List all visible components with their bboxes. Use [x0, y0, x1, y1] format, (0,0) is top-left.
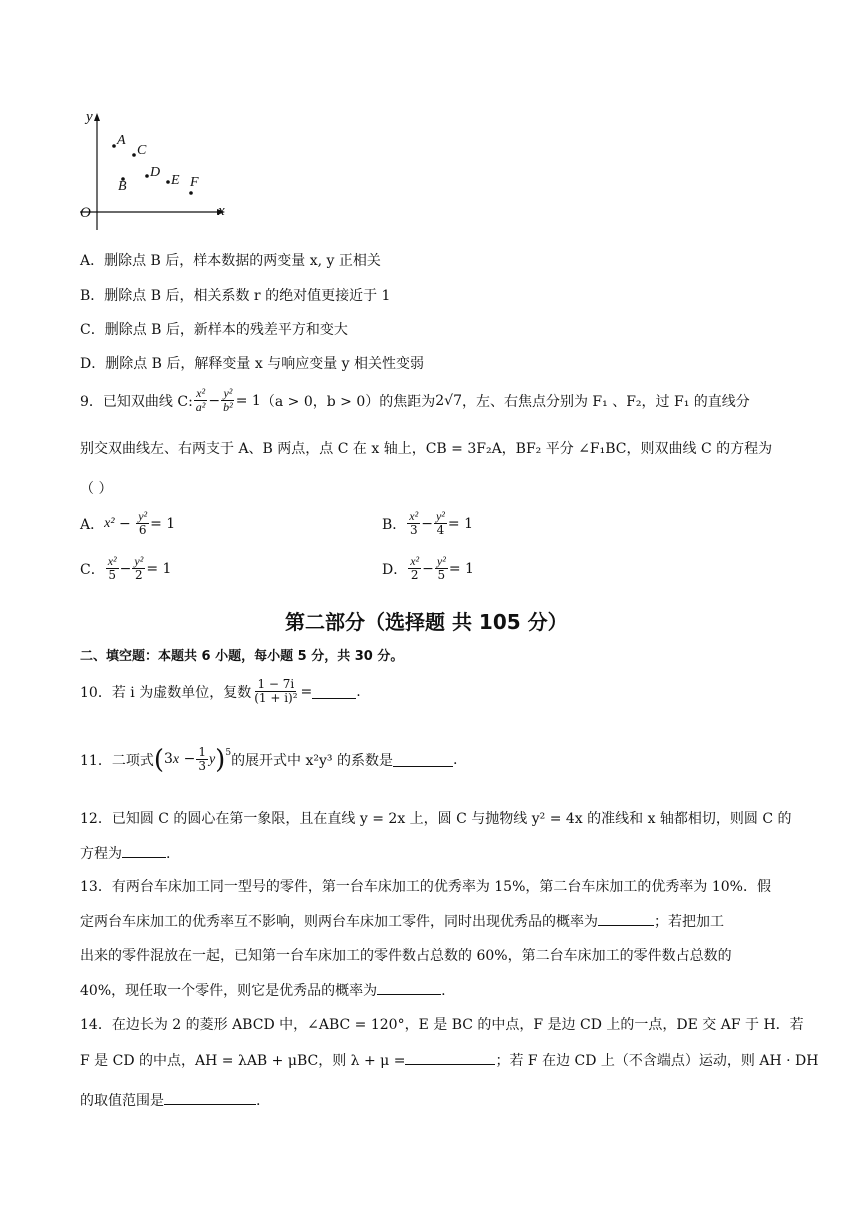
- q14-line2: F 是 CD 的中点，AH = λAB + μBC，则 λ + μ = ；若 F 在边 CD 上（不含端点）运动，则 AH · DH: [80, 1050, 818, 1070]
- q9-option-d: D． $\frac{\text{x²}}{2}$ − $\frac{\text{y²}}{5}$ = 1: [382, 554, 474, 582]
- q9-foci: ，左、右焦点分别为 F₁ 、F₂，过 F₁ 的直线分: [461, 393, 750, 410]
- q12-line2: 方程为 .: [80, 843, 170, 863]
- q9-line1: 9．已知双曲线 C: $\frac{\text{x²}}{\text{a²}}$ − $\frac{\text{y²}}{\text{b²}}$ = 1 （a > 0，b > 0）的焦距为 2√7 ，左、右焦点分别为 F₁ 、F₂，过 F₁ 的直线分: [80, 386, 750, 414]
- q13-blank-1[interactable]: [598, 911, 654, 926]
- section-subtitle: 二、填空题：本题共 6 小题，每小题 5 分，共 30 分。: [80, 649, 404, 664]
- q8-option-c: C．删除点 B 后，新样本的残差平方和变大: [80, 322, 348, 338]
- point-c: [132, 153, 136, 157]
- q8-option-b: B．删除点 B 后，相关系数 r 的绝对值更接近于 1: [80, 288, 391, 304]
- q13-line2: 定两台车床加工的优秀率互不影响，则两台车床加工零件，同时出现优秀品的概率为 ；若把加工: [80, 911, 724, 931]
- q13-line4: 40%，现任取一个零件，则它是优秀品的概率为 .: [80, 980, 446, 1000]
- y-axis-label: y: [86, 109, 93, 125]
- q9-line2: 别交双曲线左、右两支于 A、B 两点，点 C 在 x 轴上，CB = 3F₂A，BF₂ 平分 ∠F₁BC，则双曲线 C 的方程为: [80, 441, 773, 457]
- point-c-label: C: [137, 143, 147, 158]
- point-b-label: B: [118, 179, 127, 194]
- q9-condition: （a > 0，b > 0）的焦距为: [260, 393, 436, 410]
- origin-label: O: [80, 205, 91, 221]
- q9-frac-y: $\frac{\text{y²}}{\text{b²}}$: [223, 386, 233, 414]
- point-a: [112, 144, 116, 148]
- q8-option-d: D．删除点 B 后，解释变量 x 与响应变量 y 相关性变弱: [80, 356, 425, 372]
- q14-line1: 14．在边长为 2 的菱形 ABCD 中，∠ABC = 120°，E 是 BC 的中点，F 是边 CD 上的一点，DE 交 AF 于 H．若: [80, 1017, 804, 1033]
- section-title: 第二部分（选择题 共 105 分）: [285, 610, 568, 634]
- q13-line1: 13．有两台车床加工同一型号的零件，第一台车床加工的优秀率为 15%，第二台车床加工的优秀率为 10%．假: [80, 879, 771, 895]
- q14-blank-2[interactable]: [164, 1090, 256, 1105]
- point-a-label: A: [117, 133, 126, 148]
- point-e: [166, 180, 170, 184]
- q12-blank[interactable]: [122, 843, 166, 858]
- q14-line3: 的取值范围是 .: [80, 1090, 260, 1110]
- q8-option-a: A．删除点 B 后，样本数据的两变量 x, y 正相关: [80, 253, 381, 269]
- q9-paren: （ ）: [80, 481, 113, 497]
- q9-intro: 9．已知双曲线 C:: [80, 393, 193, 410]
- y-axis-arrow: [94, 113, 100, 121]
- q9-option-a: A． x² − $\frac{\text{y²}}{6}$ = 1: [80, 509, 176, 537]
- q9-option-c: C． $\frac{\text{x²}}{5}$ − $\frac{\text{y²}}{2}$ = 1: [80, 554, 172, 582]
- q10: 10．若 i 为虚数单位，复数 $\frac{1 - 7i}{\text{(1 + i)²}}$ = .: [80, 677, 361, 705]
- q12-line1: 12．已知圆 C 的圆心在第一象限，且在直线 y = 2x 上，圆 C 与抛物线 y² = 4x 的准线和 x 轴都相切，则圆 C 的: [80, 811, 792, 827]
- point-f: [189, 191, 193, 195]
- point-f-label: F: [190, 175, 199, 190]
- q9-frac-x: $\frac{\text{x²}}{\text{a²}}$: [195, 386, 206, 414]
- q13-line3: 出来的零件混放在一起，已知第一台车床加工的零件数占总数的 60%，第二台车床加工的零件数占总数的: [80, 948, 732, 964]
- q9-focal: 2√7: [435, 392, 462, 409]
- point-d: [145, 174, 149, 178]
- q13-blank-2[interactable]: [377, 980, 441, 995]
- point-e-label: E: [171, 173, 180, 188]
- x-axis-label: x: [218, 203, 225, 219]
- point-d-label: D: [150, 165, 161, 180]
- q11-blank[interactable]: [393, 752, 453, 767]
- q11: 11．二项式 ( 3x − $\frac{1}{3}$ y ) $^5$ 的展开式中 x²y³ 的系数是 .: [80, 744, 458, 775]
- q14-blank-1[interactable]: [405, 1050, 495, 1065]
- q10-blank[interactable]: [312, 684, 356, 699]
- q9-option-b: B． $\frac{\text{x²}}{3}$ − $\frac{\text{y²}}{4}$ = 1: [382, 509, 473, 537]
